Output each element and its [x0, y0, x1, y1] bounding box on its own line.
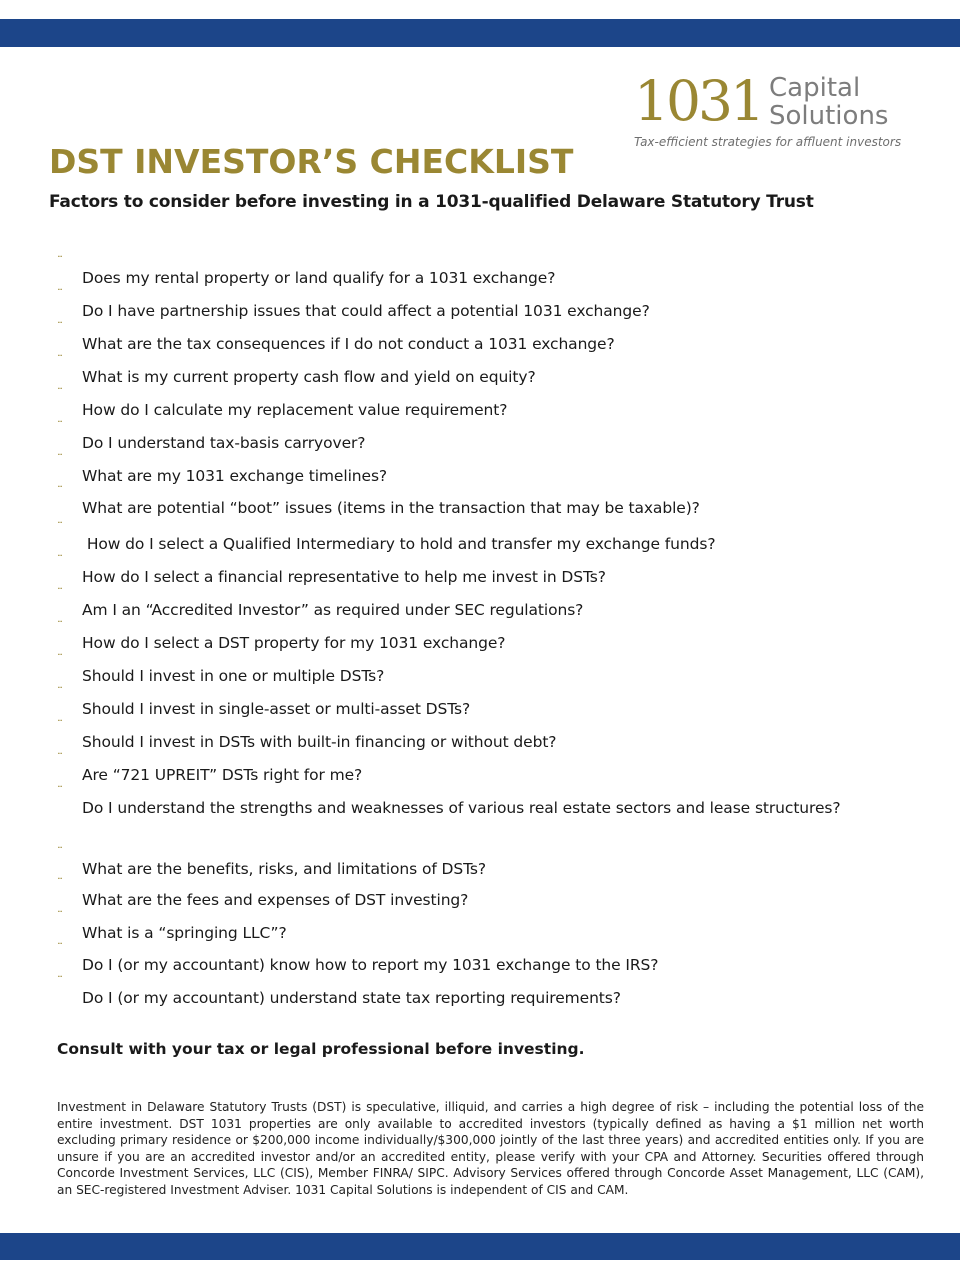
bullet-icon: ¨ [57, 619, 63, 633]
checklist-item-text: Do I (or my accountant) know how to report my 1031 exchange to the IRS? [82, 956, 659, 974]
bullet-icon: ¨ [57, 553, 63, 567]
bullet-icon: ¨ [57, 685, 63, 699]
bullet-icon: ¨ [57, 909, 63, 923]
checklist-item-text: Do I (or my accountant) understand state tax reporting requirements? [82, 989, 621, 1007]
checklist-item-text: How do I select a financial representative to help me invest in DSTs? [82, 568, 606, 586]
checklist-item-text: Should I invest in one or multiple DSTs? [82, 667, 385, 685]
consult-note: Consult with your tax or legal professional before investing. [57, 1040, 585, 1058]
bullet-icon: ¨ [57, 484, 63, 498]
checklist-item-text: What is a “springing LLC”? [82, 924, 287, 942]
bullet-icon: ¨ [57, 287, 63, 301]
checklist-item-text: Do I understand the strengths and weaknesses of various real estate sectors and lease structures? [82, 799, 841, 817]
checklist-item-text: What are the benefits, risks, and limitations of DSTs? [82, 860, 486, 878]
checklist-item-text: Do I have partnership issues that could affect a potential 1031 exchange? [82, 302, 650, 320]
bullet-icon: ¨ [57, 876, 63, 890]
checklist-item-text: Does my rental property or land qualify for a 1031 exchange? [82, 269, 556, 287]
bullet-icon: ¨ [57, 652, 63, 666]
bullet-icon: ¨ [57, 586, 63, 600]
logo-number: 1031 [634, 69, 762, 133]
checklist-item-text: What is my current property cash flow and yield on equity? [82, 368, 536, 386]
top-banner-bar [0, 19, 960, 47]
company-logo [634, 70, 924, 152]
bullet-icon: ¨ [57, 386, 63, 400]
bullet-icon: ¨ [57, 254, 63, 268]
checklist-item-text: Do I understand tax-basis carryover? [82, 434, 366, 452]
bullet-icon: ¨ [57, 845, 63, 859]
page-title: DST INVESTOR’S CHECKLIST [49, 142, 574, 181]
bullet-icon: ¨ [57, 520, 63, 534]
checklist-item-text: How do I calculate my replacement value requirement? [82, 401, 508, 419]
bottom-banner-bar [0, 1233, 960, 1260]
bullet-icon: ¨ [57, 718, 63, 732]
checklist-item-text: What are the tax consequences if I do not conduct a 1031 exchange? [82, 335, 615, 353]
legal-disclaimer: Investment in Delaware Statutory Trusts (DST) is speculative, illiquid, and carries a high degree of risk – including the potential loss of the entire investment. DST 1031 properties are only available to accredited investors (typically defined as having a $1 million net worth excluding primary residence or $200,000 income individually/$300,000 jointly of the last three years) and accredited entities only. If you are unsure if you are an accredited investor and/or an accredited entity, please verify with your CPA and Attorney. Securities offered through Concorde Investment Services, LLC (CIS), Member FINRA/ SIPC. Advisory Services offered through Concorde Asset Management, LLC (CAM), an SEC-registered Investment Adviser. 1031 Capital Solutions is independent of CIS and CAM. [57, 1100, 924, 1197]
bullet-icon: ¨ [57, 974, 63, 988]
bullet-icon: ¨ [57, 320, 63, 334]
bullet-icon: ¨ [57, 751, 63, 765]
checklist-item-text: How do I select a DST property for my 1031 exchange? [82, 634, 506, 652]
logo-word-capital: Capital [769, 73, 861, 103]
checklist-item-text: What are my 1031 exchange timelines? [82, 467, 388, 485]
logo-tagline: Tax-efficient strategies for affluent investors [634, 135, 902, 149]
checklist-item-text: What are potential “boot” issues (items in the transaction that may be taxable)? [82, 499, 700, 517]
bullet-icon: ¨ [57, 452, 63, 466]
bullet-icon: ¨ [57, 941, 63, 955]
checklist-item-text: How do I select a Qualified Intermediary to hold and transfer my exchange funds? [82, 535, 716, 553]
bullet-icon: ¨ [57, 419, 63, 433]
logo-word-solutions: Solutions [769, 101, 889, 131]
checklist-item-text: Am I an “Accredited Investor” as required under SEC regulations? [82, 601, 584, 619]
checklist-item-text: What are the fees and expenses of DST investing? [82, 891, 469, 909]
bullet-icon: ¨ [57, 784, 63, 798]
checklist-item-text: Should I invest in single-asset or multi-asset DSTs? [82, 700, 471, 718]
bullet-icon: ¨ [57, 353, 63, 367]
page-subtitle: Factors to consider before investing in a 1031-qualified Delaware Statutory Trust [49, 192, 814, 212]
checklist-item-text: Should I invest in DSTs with built-in financing or without debt? [82, 733, 557, 751]
checklist-item-text: Are “721 UPREIT” DSTs right for me? [82, 766, 363, 784]
